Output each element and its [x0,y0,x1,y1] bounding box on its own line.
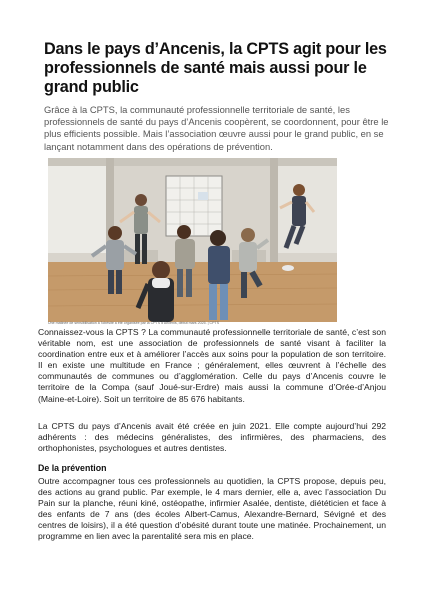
article-photo [48,158,337,322]
section-heading: De la prévention [38,463,107,473]
article-lede: Grâce à la CPTS, la communauté professionnelle territoriale de santé, les professionnels de santé du pays d’Ancenis coopèrent, se coordonnent, pour être le plus efficients possible. Mais l’association œuvre aussi pour le grand public, en se lançant notamment dans des opérations de prévention. [44,104,389,152]
body-paragraph-2: La CPTS du pays d’Ancenis avait été créée en juin 2021. Elle compte aujourd’hui 292 adhérents : des médecins généralistes, des infirmières, des pharmaciens, des orthophonistes, psychologues et autres dentistes. [38,421,386,454]
body-paragraph-3: Outre accompagner tous ces professionnels au quotidien, la CPTS propose, depuis peu, des actions au grand public. Par exemple, le 4 mars dernier, elle a, avec l’association Du Pain sur la planche, réuni kiné, ostéopathe, infirmier Asalée, dentiste, diététicien et face à des enfants de 7 ans (des écoles Albert-Camus, Alexandre-Bernard, Sévigné et des centres de loisirs), il a été question d’obésité durant toute une matinée. Prochainement, un programme en lien avec la parentalité sera mis en place. [38,476,386,542]
article-title: Dans le pays d’Ancenis, la CPTS agit pour les professionnels de santé mais aussi pour le grand public [44,40,387,96]
photo-caption: Une matinée de sensibilisation à l'obésité a été organisée par la CPTS d'Ancenis, début mars 2025. | CPTS [48,321,220,325]
body-paragraph-1: Connaissez-vous la CPTS ? La communauté professionnelle territoriale de santé, c’est son véritable nom, est une association de professionnels de santé visant à faciliter la coordination entre eux et à améliorer l’accès aux soins pour la population de son territoire. Il en existe une multitude en France ; généralement, elles œuvrent à l’échelle des communautés de communes ou d’agglomération. Celle du pays d’Ancenis couvre le territoire de la Compa (sauf Joué-sur-Erdre) mais aussi la commune d’Orée-d’Anjou (Maine-et-Loire). Soit un territoire de 85 676 habitants. [38,327,386,404]
